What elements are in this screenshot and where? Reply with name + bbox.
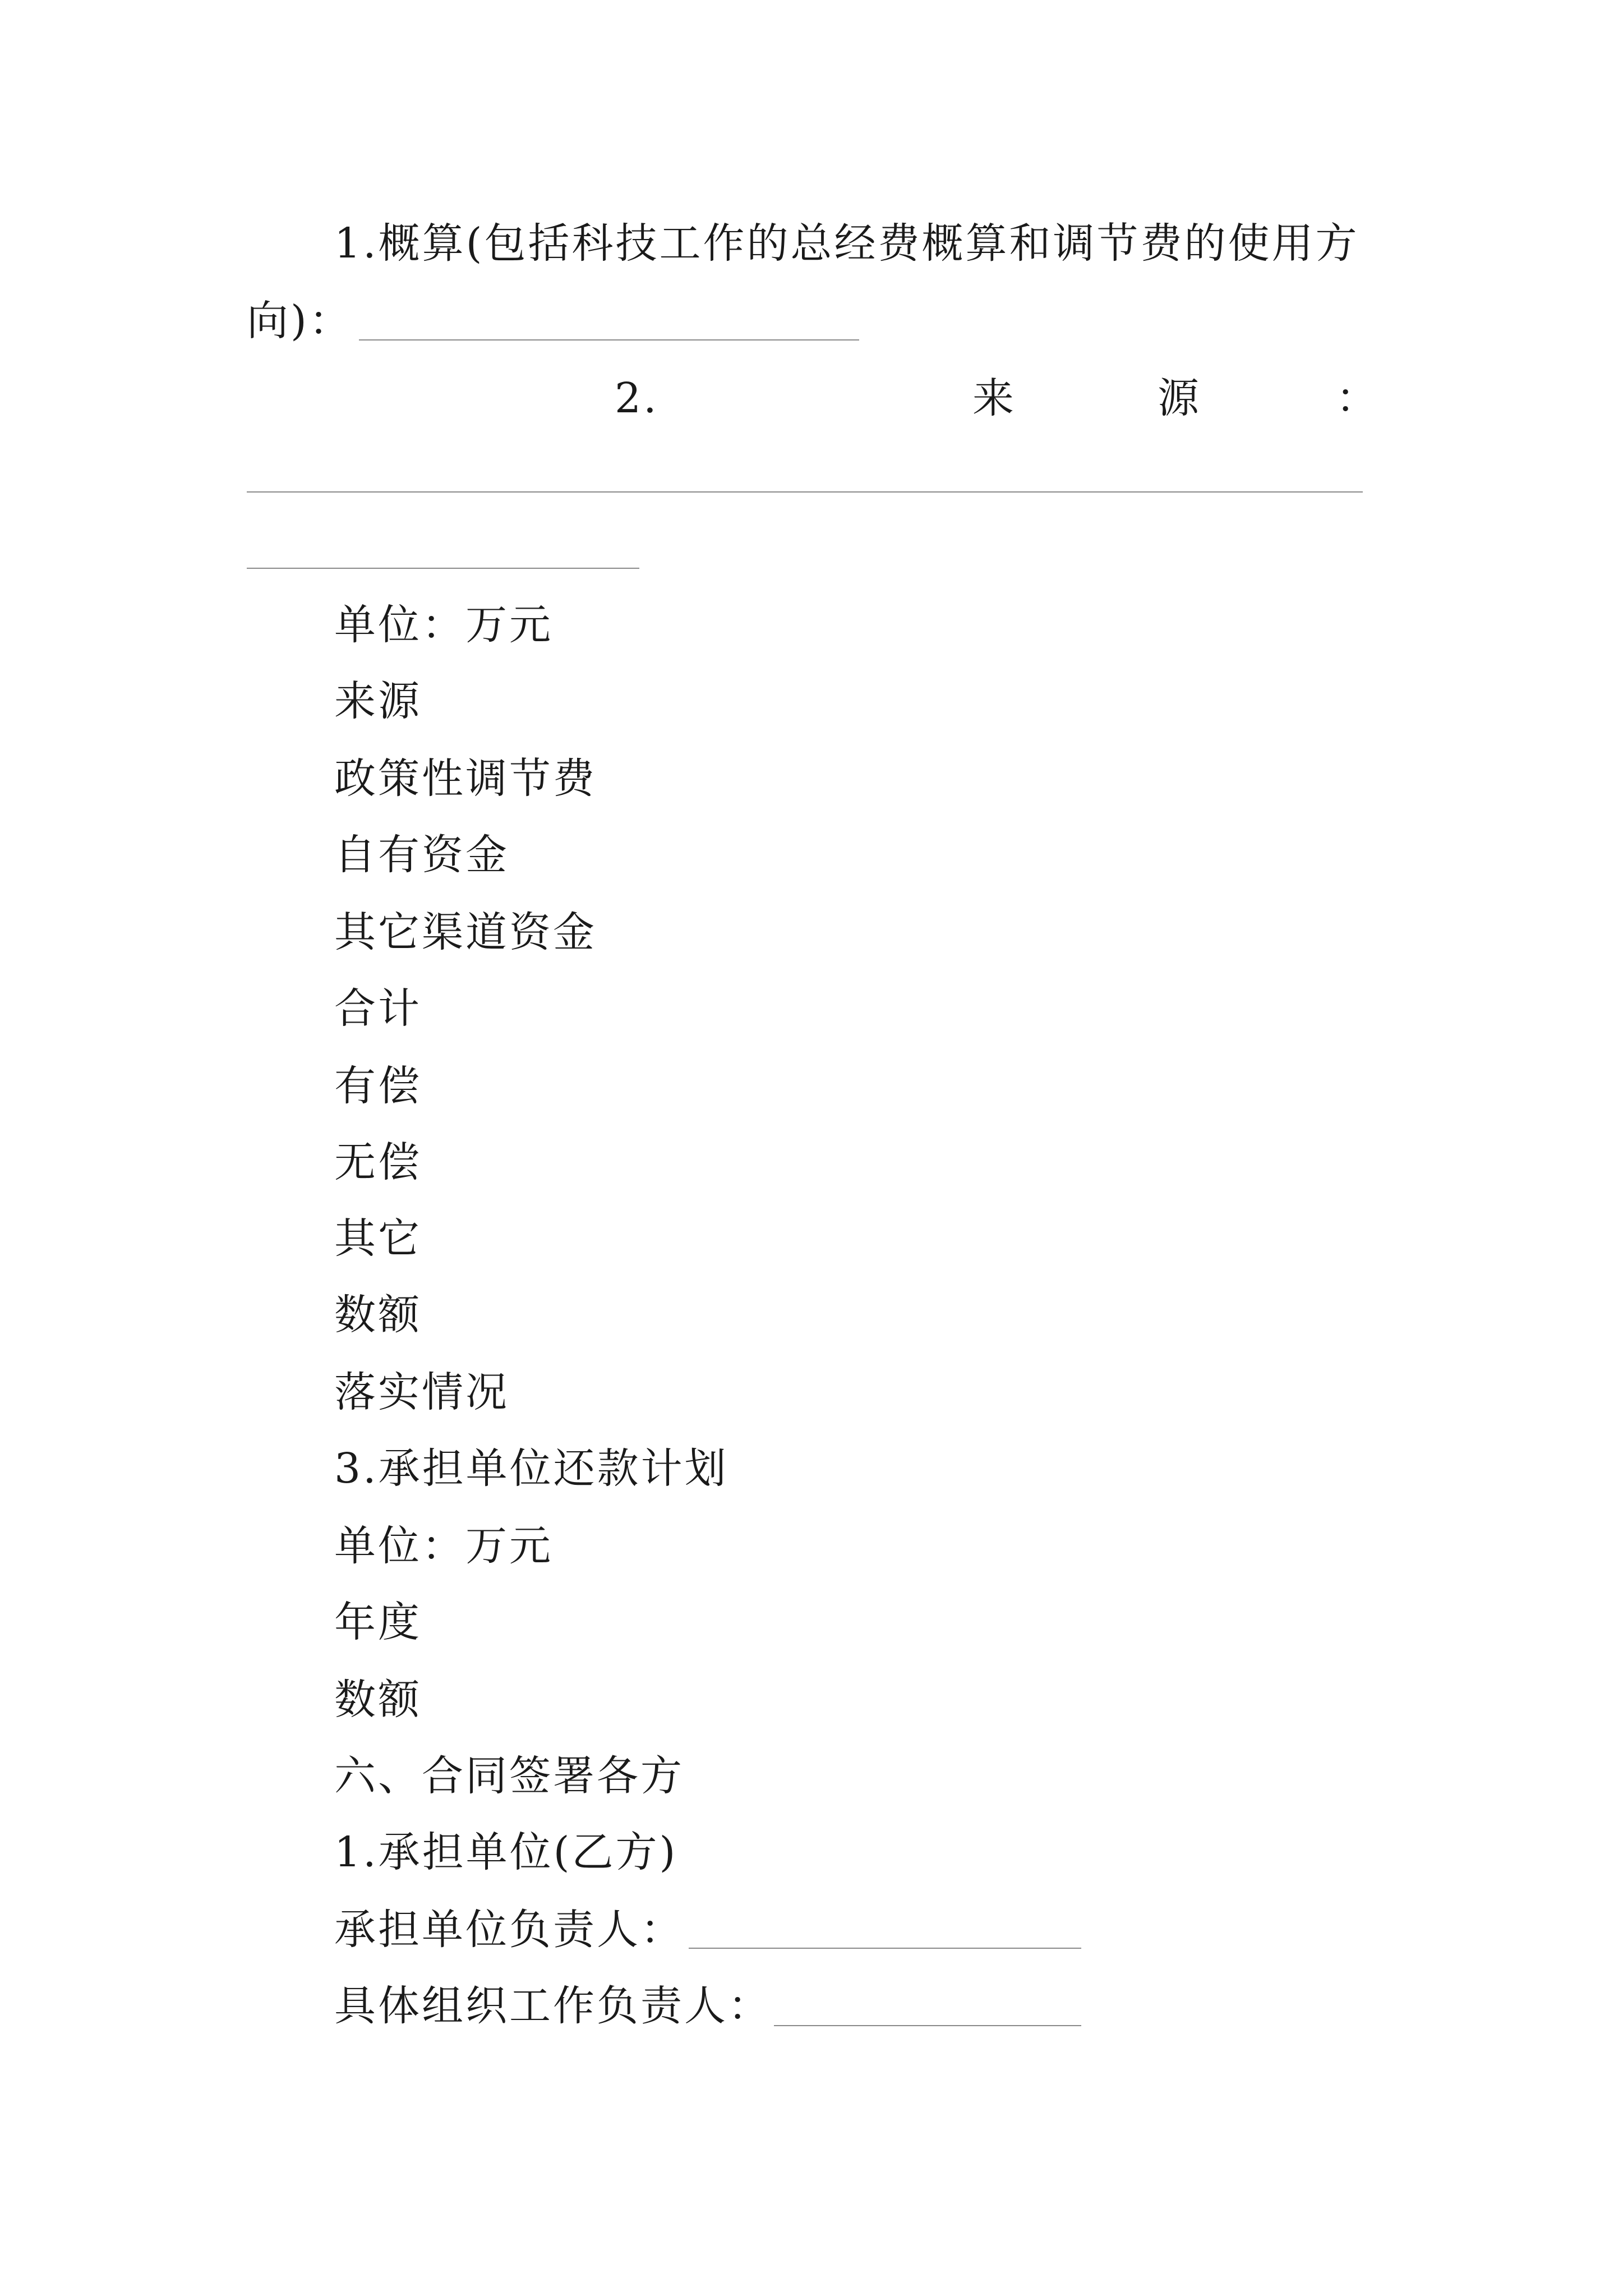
party-b-heading: 1.承担单位(乙方): [334, 1828, 678, 1876]
section-six-heading: 六、合同签署各方: [334, 1752, 684, 1800]
repayment-item: 数额: [334, 1676, 422, 1724]
budget-direction-blank[interactable]: [359, 339, 859, 341]
source-blank-line2[interactable]: [247, 568, 639, 569]
source-item: 自有资金: [334, 831, 509, 879]
source-item: 来源: [334, 677, 422, 725]
source-heading-char1: 来: [972, 374, 1016, 422]
source-heading-number: 2.: [615, 374, 659, 422]
repayment-heading: 3.承担单位还款计划: [334, 1444, 728, 1493]
unit-label-2: 单位：万元: [334, 1522, 553, 1570]
source-item: 有偿: [334, 1062, 422, 1110]
source-item: 其它: [334, 1214, 422, 1263]
source-item: 无偿: [334, 1138, 422, 1186]
party-b-leader-blank[interactable]: [689, 1948, 1081, 1949]
source-heading-char2: 源: [1158, 374, 1201, 422]
source-item: 数额: [334, 1291, 422, 1339]
source-item: 落实情况: [334, 1368, 509, 1416]
source-blank-line1[interactable]: [247, 491, 1363, 493]
source-item: 政策性调节费: [334, 754, 597, 803]
repayment-item: 年度: [334, 1598, 422, 1646]
work-leader-blank[interactable]: [774, 2025, 1081, 2026]
unit-label-1: 单位：万元: [334, 601, 553, 649]
source-item: 合计: [334, 984, 422, 1033]
budget-heading-line2: 向)：: [247, 297, 353, 345]
work-leader-label: 具体组织工作负责人：: [334, 1982, 772, 2030]
budget-heading-line1: 1.概算(包括科技工作的总经费概算和调节费的使用方: [334, 219, 1359, 268]
source-item: 其它渠道资金: [334, 908, 597, 956]
party-b-leader-label: 承担单位负责人：: [334, 1906, 684, 1954]
source-heading-colon: ：: [1336, 374, 1380, 422]
